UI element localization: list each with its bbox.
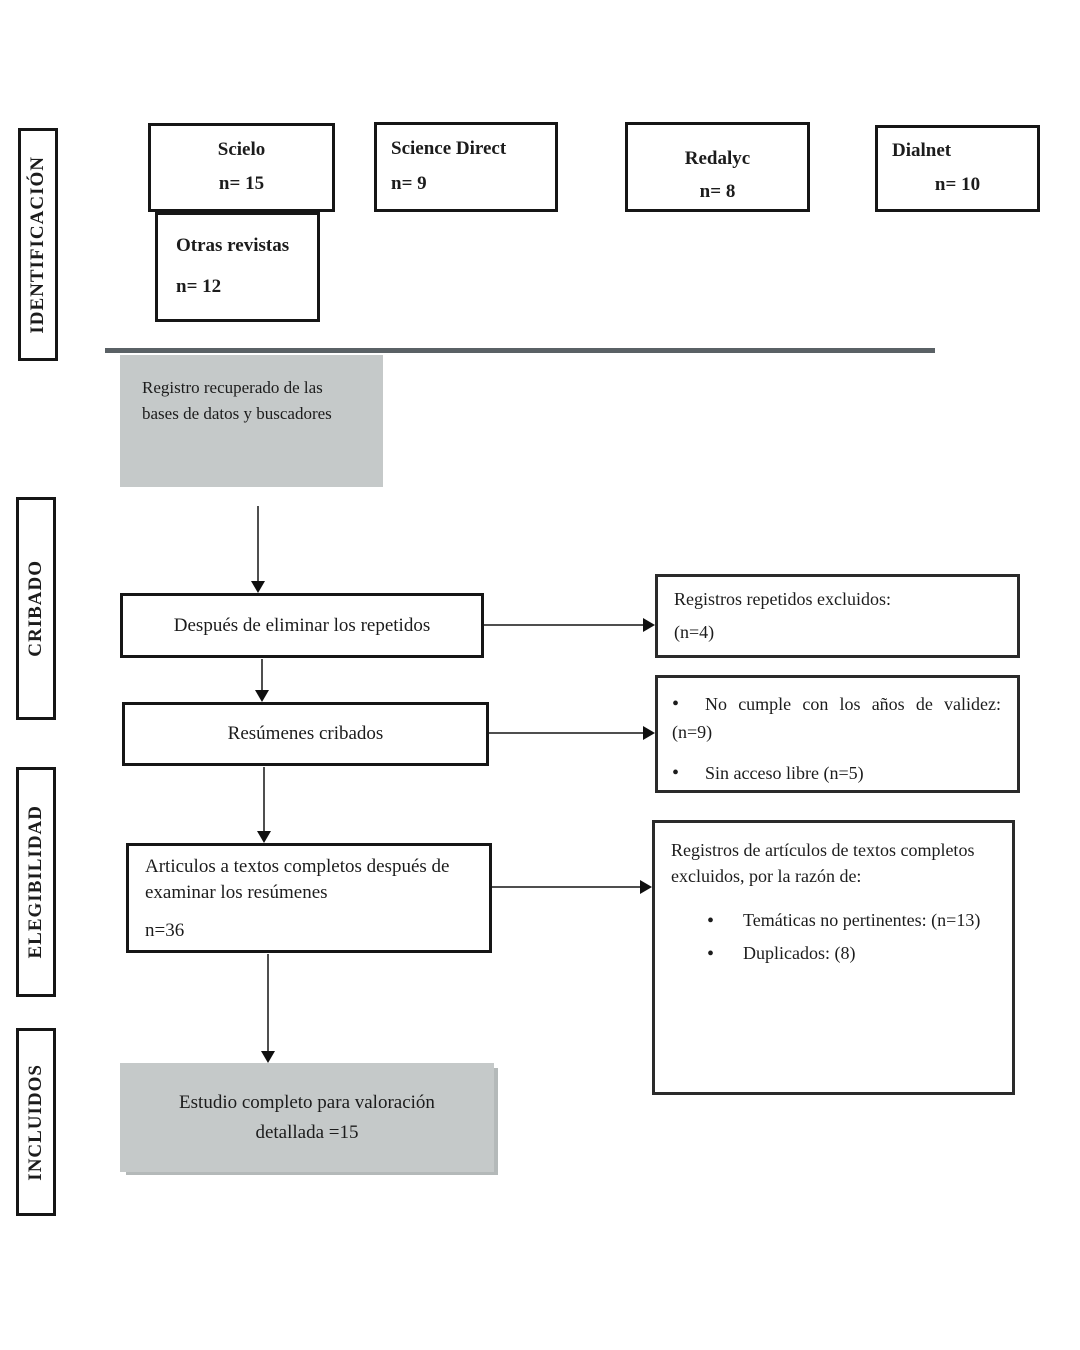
fulltext-box <box>126 843 492 953</box>
excluded-duplicates-title: Registros repetidos excluidos: <box>674 589 891 610</box>
screening-exclusion-item: • Sin acceso libre (n=5) <box>672 759 1001 788</box>
fulltext-exclusion-item: • Temáticas no pertinentes: (n=13) <box>707 907 994 936</box>
source-count: n= 12 <box>176 276 222 298</box>
stage-label: IDENTIFICACIÓN <box>27 155 48 334</box>
arrowhead-down-icon <box>257 831 271 843</box>
bullet-icon <box>672 694 679 714</box>
arrow-screened-to-fulltext <box>263 767 265 832</box>
source-name: Science Direct <box>391 138 507 160</box>
section-divider <box>105 348 935 353</box>
included-text: Estudio completo para valoración detallada =15 <box>179 1092 435 1143</box>
included-box <box>120 1063 494 1172</box>
source-name: Otras revistas <box>176 234 290 256</box>
screening-exclusion-item: • No cumple con los años de validez: (n=9) <box>672 690 1001 745</box>
stage-elegibilidad <box>16 767 56 997</box>
bullet-icon <box>707 907 743 936</box>
arrow-to-excluded-fulltext <box>492 886 640 888</box>
retrieved-records-text: Registro recuperado de las bases de datos y buscadores <box>142 378 332 424</box>
fulltext-exclusion-item: • Duplicados: (8) <box>707 940 994 969</box>
stage-identificacion <box>18 128 58 361</box>
arrowhead-right-icon <box>643 726 655 740</box>
arrowhead-right-icon <box>643 618 655 632</box>
excluded-fulltext-title: Registros de artículos de textos completos excluidos, por la razón de: <box>671 840 975 887</box>
excluded-duplicates-box <box>655 574 1020 658</box>
screened-box <box>122 702 489 766</box>
source-count: n= 10 <box>934 174 981 196</box>
after-duplicates-text: Después de eliminar los repetidos <box>173 614 431 636</box>
arrow-duplicates-to-screened <box>261 659 263 691</box>
source-box-dialnet <box>875 125 1040 212</box>
source-name: Scielo <box>217 138 266 160</box>
stage-label: INCLUIDOS <box>25 1063 46 1181</box>
excluded-duplicates-count: (n=4) <box>674 622 715 643</box>
after-duplicates-box <box>120 593 484 658</box>
retrieved-records-box <box>120 355 383 487</box>
arrowhead-down-icon <box>261 1051 275 1063</box>
arrowhead-down-icon <box>255 690 269 702</box>
arrow-to-excluded-duplicates <box>484 624 643 626</box>
arrow-fulltext-to-included <box>267 954 269 1052</box>
bullet-icon <box>707 940 743 969</box>
stage-label: CRIBADO <box>25 560 46 657</box>
source-count: n= 8 <box>699 181 736 203</box>
fulltext-text: Articulos a textos completos después de examinar los resúmenes <box>145 856 450 903</box>
source-count: n= 15 <box>218 173 265 195</box>
excluded-fulltext-box <box>652 820 1015 1095</box>
bullet-icon <box>672 763 679 783</box>
source-box-redalyc <box>625 122 810 212</box>
source-box-science-direct <box>374 122 558 212</box>
arrowhead-down-icon <box>251 581 265 593</box>
stage-cribado <box>16 497 56 720</box>
arrow-to-excluded-screening <box>489 732 643 734</box>
source-count: n= 9 <box>391 173 427 195</box>
arrow-retrieved-to-duplicates <box>257 506 259 582</box>
source-box-otras-revistas <box>155 212 320 322</box>
source-name: Redalyc <box>684 148 751 170</box>
source-name: Dialnet <box>892 140 952 162</box>
fulltext-count: n=36 <box>145 920 185 942</box>
stage-label: ELEGIBILIDAD <box>25 805 46 959</box>
excluded-screening-box <box>655 675 1020 793</box>
stage-incluidos <box>16 1028 56 1216</box>
screened-text: Resúmenes cribados <box>227 723 384 744</box>
arrowhead-right-icon <box>640 880 652 894</box>
source-box-scielo <box>148 123 335 212</box>
